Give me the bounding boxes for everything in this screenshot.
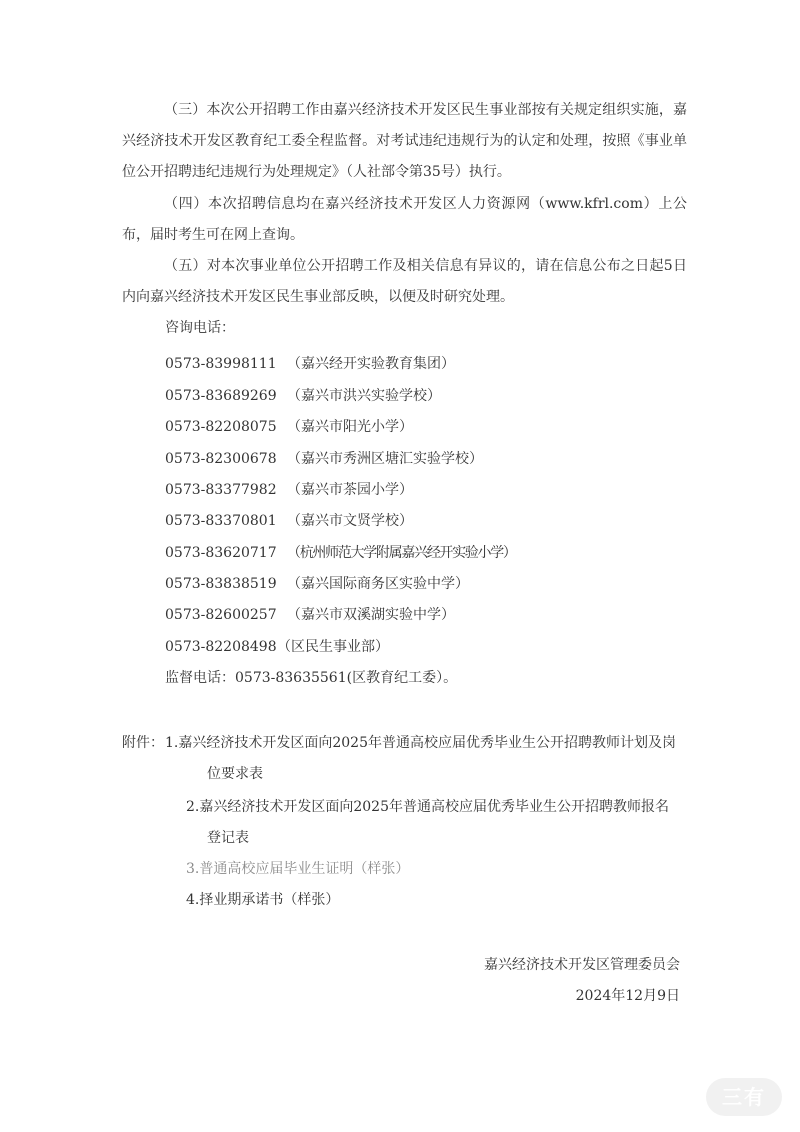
contact-unit: （嘉兴市文贤学校） <box>287 513 413 529</box>
paragraph-4: （四）本次招聘信息均在嘉兴经济技术开发区人力资源网（www.kfrl.com）上公布，届时考生可在网上查询。 <box>122 196 687 243</box>
signature-date: 2024年12月9日 <box>575 988 680 1004</box>
contact-unit: （嘉兴国际商务区实验中学） <box>287 576 469 592</box>
contact-row <box>165 449 483 469</box>
contact-row <box>165 417 413 437</box>
contact-phone: 0573-83838519 <box>165 576 277 592</box>
contact-row <box>165 354 455 374</box>
consult-label: 咨询电话： <box>165 320 235 336</box>
attachment-item-1: 1.嘉兴经济技术开发区面向2025年普通高校应届优秀毕业生公开招聘教师计划及岗 <box>165 735 676 751</box>
contact-phone: 0573-83620717 <box>165 545 277 561</box>
contact-unit: （嘉兴市茶园小学） <box>287 482 413 498</box>
attachments-label: 附件： <box>122 735 164 751</box>
attachment-item-2-continued: 登记表 <box>207 830 249 846</box>
contact-row <box>165 574 469 594</box>
attachment-item-4: 4.择业期承诺书（样张） <box>186 892 340 908</box>
paragraph-5: （五）对本次事业单位公开招聘工作及相关信息有异议的，请在信息公布之日起5日内向嘉兴经济技术开发区民生事业部反映，以便及时研究处理。 <box>122 258 687 305</box>
contact-unit: （嘉兴市洪兴实验学校） <box>287 388 441 404</box>
supervision-line: 监督电话：0573-83635561(区教育纪工委）。 <box>165 670 458 686</box>
contact-phone: 0573-83370801 <box>165 513 277 529</box>
contact-row <box>165 480 413 500</box>
contact-phone: 0573-83998111 <box>165 356 277 372</box>
contact-phone: 0573-82600257 <box>165 607 277 623</box>
watermark-logo: 三有 <box>706 1078 782 1116</box>
attachment-item-2: 2.嘉兴经济技术开发区面向2025年普通高校应届优秀毕业生公开招聘教师报名 <box>186 799 669 815</box>
contact-phone: 0573-82208075 <box>165 419 277 435</box>
contact-unit: （嘉兴市双溪湖实验中学） <box>287 607 455 623</box>
contact-phone: 0573-83689269 <box>165 388 277 404</box>
contact-row <box>165 637 389 657</box>
attachment-item-1-continued: 位要求表 <box>207 766 263 782</box>
contact-unit: （嘉兴市阳光小学） <box>287 419 413 435</box>
paragraph-3: （三）本次公开招聘工作由嘉兴经济技术开发区民生事业部按有关规定组织实施，嘉兴经济技术开发区教育纪工委全程监督。对考试违纪违规行为的认定和处理，按照《事业单位公开招聘违纪违规行为处理规定》（人社部令第35号）执行。 <box>122 102 687 180</box>
contact-phone: 0573-83377982 <box>165 482 277 498</box>
contact-row <box>165 511 413 531</box>
contact-row <box>165 605 455 625</box>
attachment-item-3: 3.普通高校应届毕业生证明（样张） <box>186 861 410 877</box>
contact-row <box>165 543 516 563</box>
contact-unit: （嘉兴市秀洲区塘汇实验学校） <box>287 451 483 467</box>
contact-unit: （区民生事业部） <box>277 639 389 655</box>
contact-phone: 0573-82300678 <box>165 451 277 467</box>
contact-row <box>165 386 441 406</box>
contact-phone: 0573-82208498 <box>165 639 277 655</box>
contact-unit: （杭州师范大学附属嘉兴经开实验小学） <box>287 545 516 561</box>
signature-org: 嘉兴经济技术开发区管理委员会 <box>484 957 680 973</box>
contact-unit: （嘉兴经开实验教育集团） <box>287 356 455 372</box>
